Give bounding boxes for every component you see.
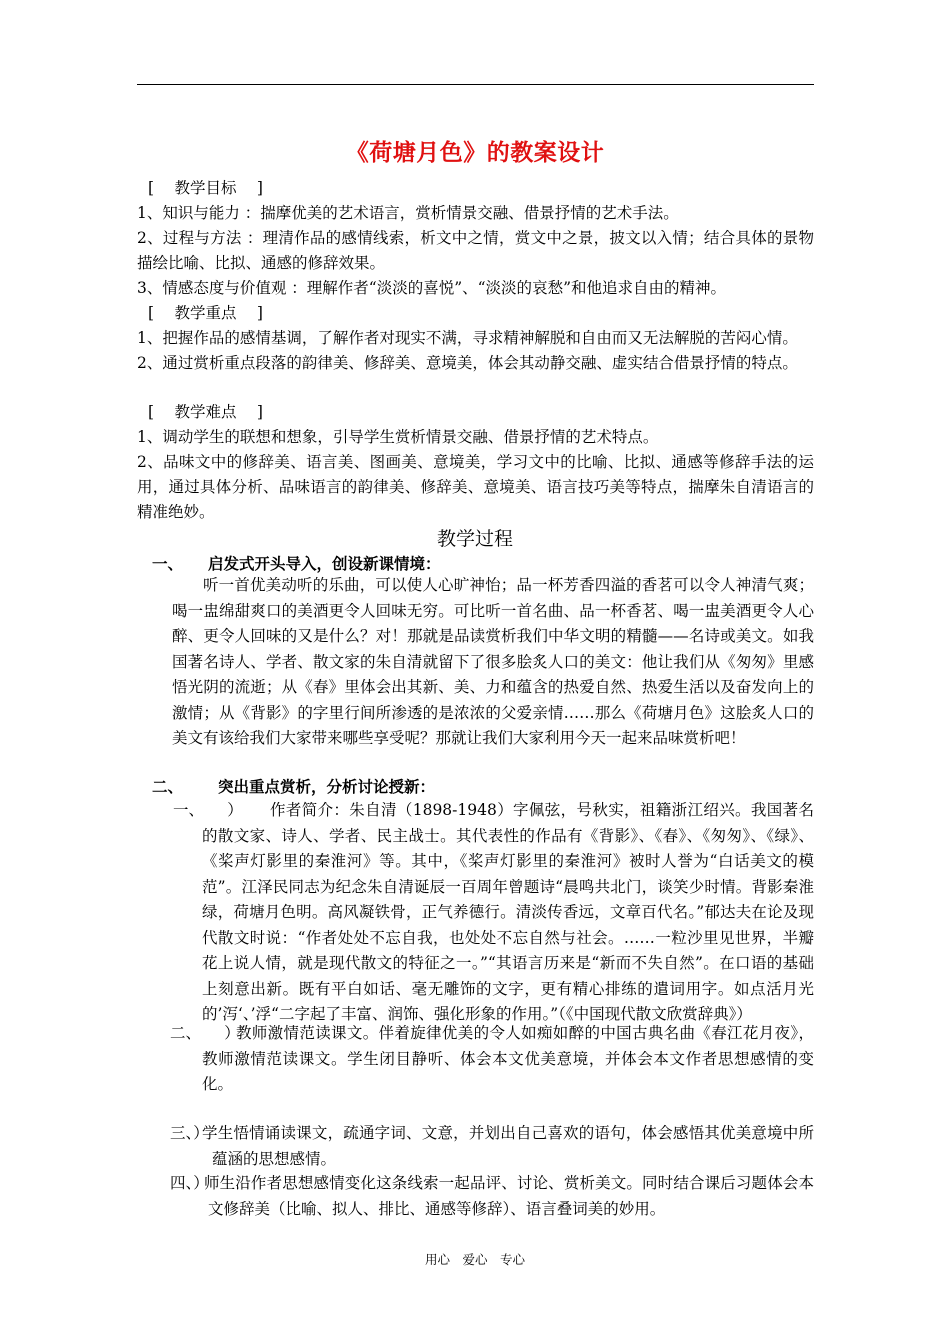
header-rule <box>137 84 814 85</box>
key-point-item-2: 2、通过赏析重点段落的韵律美、修辞美、意境美，体会其动静交融、虚实结合借景抒情的特点。 <box>137 354 798 372</box>
section2-item-4-text: 师生沿作者思想感情变化这条线索一起品评、讨论、赏析美文。同时结合课后习题体会本文修辞美（比喻、拟人、排比、通感等修辞）、语言叠词美的妙用。 <box>204 1174 814 1218</box>
difficulty-item-2: 2、品味文中的修辞美、语言美、图画美、意境美，学习文中的比喻、比拟、通感等修辞手法的运用，通过具体分析、品味语言的韵律美、修辞美、意境美、语言技巧美等特点，揣摩朱自清语言的精准绝妙。 <box>137 453 814 521</box>
section2-item-2-number: 二、 ） <box>170 1024 240 1042</box>
goals-heading: [ 教学目标 ] <box>148 179 263 197</box>
section2-item-4-number: 四、） <box>170 1174 209 1192</box>
difficulties-heading: [ 教学难点 ] <box>148 403 263 421</box>
section1-paragraph: 听一首优美动听的乐曲，可以使人心旷神怡；品一杯芳香四溢的香茗可以令人神清气爽；喝一盅绵甜爽口的美酒更令人回味无穷。可比听一首名曲、品一杯香茗、喝一盅美酒更令人心醉、更令人回味的又是什么？对！那就是品读赏析我们中华文明的精髓——名诗或美文。如我国著名诗人、学者、散文家的朱自清就留下了很多脍炙人口的美文：他让我们从《匆匆》里感悟光阴的流逝；从《春》里体会出其新、美、力和蕴含的热爱自然、热爱生活以及奋发向上的激情；从《背影》的字里行间所渗透的是浓浓的父爱亲情……那么《荷塘月色》这脍炙人口的美文有该给我们大家带来哪些享受呢？那就让我们大家利用今天一起来品味赏析吧！ <box>172 576 814 747</box>
key-point-item-1: 1、把握作品的感情基调，了解作者对现实不满，寻求精神解脱和自由而又无法解脱的苦闷心情。 <box>137 329 798 347</box>
section1-title: 启发式开头导入，创设新课情境： <box>208 554 441 573</box>
section1-number: 一、 <box>152 554 184 573</box>
section2-item-3-number: 三、） <box>170 1124 209 1142</box>
document-title: 《荷塘月色》的教案设计 <box>345 139 605 166</box>
section2-title: 突出重点赏析，分析讨论授新： <box>218 777 436 796</box>
section2-item-1-text: 作者简介：朱自清（1898-1948）字佩弦，号秋实，祖籍浙江绍兴。我国著名的散文家、诗人、学者、民主战士。其代表性的作品有《背影》、《春》、《匆匆》、《绿》、《桨声灯影里的秦淮河》等。其中，《桨声灯影里的秦淮河》被时人誉为“白话美文的模范”。江泽民同志为纪念朱自清诞辰一百周年曾题诗“晨鸣共北门，谈笑少时情。背影秦淮绿，荷塘月色明。高风凝铁骨，正气养德行。清淡传香远，文章百代名。”郁达夫在论及现代散文时说：“作者处处不忘自我，也处处不忘自然与社会。……一粒沙里见世界，半瓣花上说人情，就是现代散文的特征之一。”“其语言历来是“新而不失自然”。在口语的基础上刻意出新。既有平白如话、毫无雕饰的文字，更有精心排练的遣词用字。如点活月光的’泻‘、’浮“二字起了丰富、润饰、强化形象的作用。”（《中国现代散文欣赏辞典》） <box>202 801 814 1023</box>
process-heading: 教学过程 <box>436 528 513 550</box>
page-footer: 用心 爱心 专心 <box>424 1252 525 1267</box>
section2-item-3-text: 学生悟情诵读课文，疏通字词、文意，并划出自己喜欢的语句，体会感悟其优美意境中所蕴涵的思想感情。 <box>202 1124 814 1168</box>
section2-item-2-text: 教师激情范读课文。伴着旋律优美的令人如痴如醉的中国古典名曲《春江花月夜》，教师激情范读课文。学生闭目静听、体会本文优美意境，并体会本文作者思想感情的变化。 <box>202 1024 814 1093</box>
difficulty-item-1: 1、调动学生的联想和想象，引导学生赏析情景交融、借景抒情的艺术特点。 <box>137 428 659 446</box>
key-points-heading: [ 教学重点 ] <box>148 304 263 322</box>
goal-item-1: 1、知识与能力 ：揣摩优美的艺术语言，赏析情景交融、借景抒情的艺术手法。 <box>137 204 679 222</box>
section2-number: 二、 <box>152 777 184 796</box>
goal-item-2: 2、过程与方法 ：理清作品的感情线索，析文中之情，赏文中之景，披文以入情；结合具体的景物描绘比喻、比拟、通感的修辞效果。 <box>137 229 814 272</box>
section2-heading <box>152 774 435 799</box>
section2-item-1-number: 一、 ） <box>173 801 243 819</box>
goal-item-3: 3、情感态度与价值观 ：理解作者“淡淡的喜悦”、“淡淡的哀愁”和他追求自由的精神。 <box>137 279 726 297</box>
